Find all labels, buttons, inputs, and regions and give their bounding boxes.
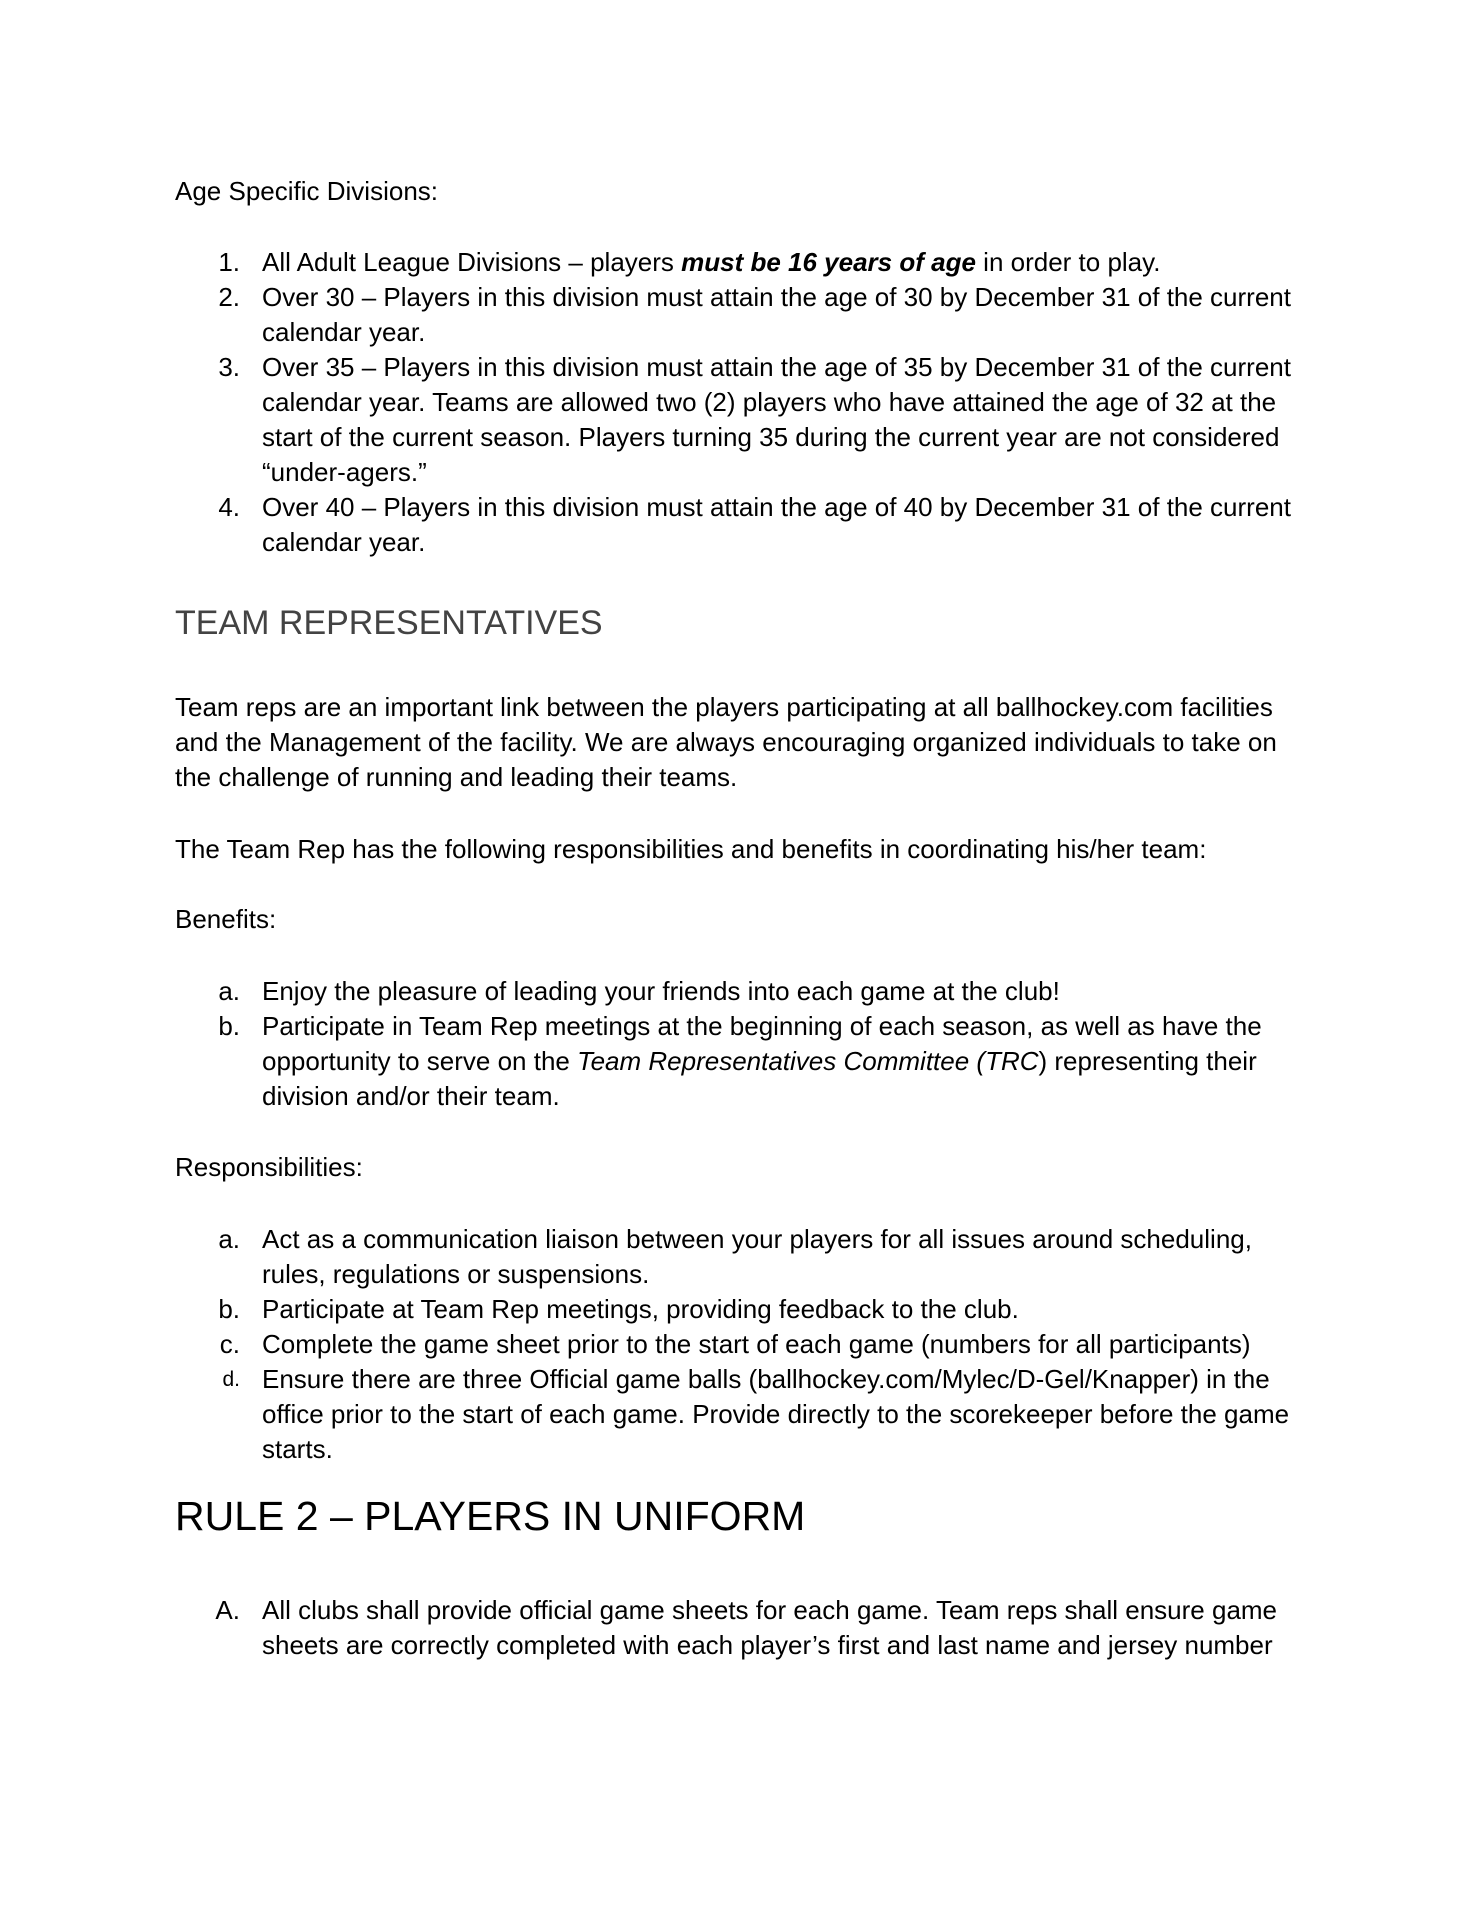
list-marker: c. — [219, 1329, 240, 1359]
list-marker: 1. — [218, 247, 240, 277]
list-item — [0, 350, 1322, 490]
list-marker: 4. — [218, 492, 240, 522]
list-marker: 3. — [218, 352, 240, 382]
list-marker: b. — [218, 1011, 240, 1041]
benefits-label: Benefits: — [175, 904, 277, 934]
list-item-text: Participate in Team Rep meetings at the beginning of each season, as well as have the opportunity to serve on the — [262, 1011, 1262, 1076]
list-item — [0, 1222, 1322, 1292]
list-item-text: Complete the game sheet prior to the start of each game (numbers for all participants) — [262, 1329, 1251, 1359]
list-marker: b. — [218, 1294, 240, 1324]
list-item-text: All Adult League Divisions – players — [262, 247, 682, 277]
list-marker: a. — [218, 1224, 240, 1254]
list-item — [0, 1593, 1322, 1663]
list-item — [0, 1009, 1322, 1114]
list-item-text-end: in order to play. — [975, 247, 1161, 277]
rule-2-heading: RULE 2 – PLAYERS IN UNIFORM — [175, 1493, 806, 1539]
list-item-text: All clubs shall provide official game sheets for each game. Team reps shall ensure game sheets are correctly completed with each player’s first and last name and jersey number — [262, 1595, 1278, 1660]
list-marker: a. — [218, 976, 240, 1006]
benefits-list — [0, 974, 1484, 1114]
list-item-text: Over 40 – Players in this division must attain the age of 40 by December 31 of the current calendar year. — [262, 492, 1291, 557]
emphasis-text: must be 16 years of age — [681, 247, 976, 277]
list-item-text: Over 30 – Players in this division must attain the age of 30 by December 31 of the current calendar year. — [262, 282, 1291, 347]
age-divisions-list — [0, 245, 1484, 560]
list-item — [0, 1362, 1322, 1467]
list-item-text: Over 35 – Players in this division must attain the age of 35 by December 31 of the current calendar year. Teams are allowed two (2) players who have attained the age of 32 at the start of the current season. Players turning 35 during the current year are not considered “under-agers.” — [262, 352, 1291, 487]
responsibilities-list — [0, 1222, 1484, 1467]
list-item — [0, 1327, 1322, 1362]
list-marker: 2. — [218, 282, 240, 312]
list-item — [0, 490, 1322, 560]
list-item-text: Act as a communication liaison between your players for all issues around scheduling, rules, regulations or suspensions. — [262, 1224, 1252, 1289]
list-item-text-end: ) representing their division and/or their team. — [262, 1046, 1257, 1111]
list-item-text: Ensure there are three Official game balls (ballhockey.com/Mylec/D-Gel/Knapper) in the office prior to the start of each game. Provide directly to the scorekeeper before the game starts. — [262, 1364, 1290, 1464]
emphasis-text: Team Representatives Committee (TRC — [577, 1046, 1039, 1076]
list-item — [0, 245, 1322, 280]
list-marker: d. — [222, 1368, 240, 1391]
list-item-text: Enjoy the pleasure of leading your friends into each game at the club! — [262, 976, 1060, 1006]
team-rep-responsibilities-intro: The Team Rep has the following responsibilities and benefits in coordinating his/her team: — [175, 834, 1207, 864]
list-item — [0, 974, 1322, 1009]
team-reps-paragraph: Team reps are an important link between the players participating at all ballhockey.com facilities and the Management of the facility. We are always encouraging organized individuals to take on the challenge of running and leading their teams. — [175, 692, 1277, 792]
rule-2-list — [0, 1593, 1484, 1663]
list-item-text: Participate at Team Rep meetings, providing feedback to the club. — [262, 1294, 1019, 1324]
section-heading-team-reps: TEAM REPRESENTATIVES — [175, 604, 603, 642]
list-item — [0, 280, 1322, 350]
list-marker: A. — [215, 1595, 240, 1625]
list-item — [0, 1292, 1322, 1327]
age-divisions-intro: Age Specific Divisions: — [175, 176, 438, 206]
responsibilities-label: Responsibilities: — [175, 1152, 363, 1182]
